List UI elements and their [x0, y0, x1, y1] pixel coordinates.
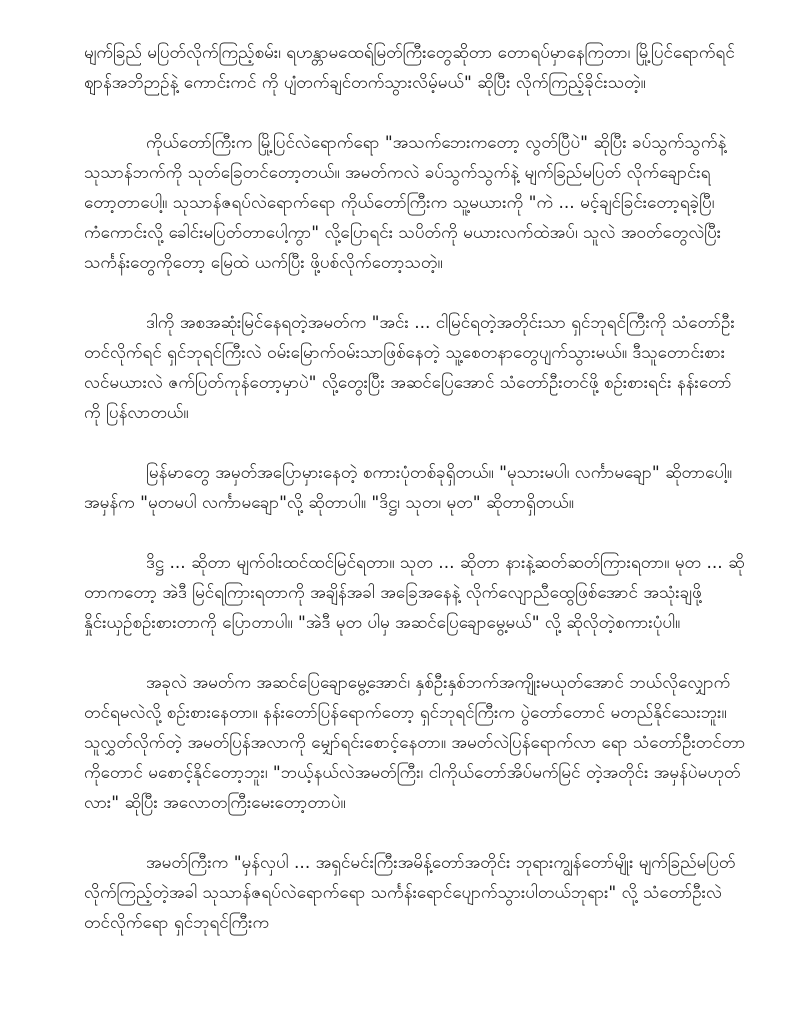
- paragraph-6: အခုလဲ အမတ်က အဆင်ပြေချောမွေ့အောင်၊ နှစ်ဦးနှစ်ဘက်အကျိုးမယုတ်အောင် ဘယ်လိုလျှောက်တင်ရမလဲလို့ စဉ်းစားနေတာ။ နန်းတော်ပြန်ရောက်တော့ ရှင်ဘုရင်ကြီးက ပွဲတော်တောင် မတည်နိုင်သေးဘူး။ သူလွှတ်လိုက်တဲ့ အမတ်ပြန်အလာကို မျှော်ရင်းစောင့်နေတာ။ အမတ်လဲပြန်ရောက်လာ ရော သံတော်ဦးတင်တာကိုတောင် မစောင့်နိုင်တော့ဘူး၊ "ဘယ့်နယ်လဲအမတ်ကြီး၊ ငါကိုယ်တော်အိပ်မက်မြင် တဲ့အတိုင်း အမှန်ပဲမဟုတ်လား" ဆိုပြီး အလောတကြီးမေးတော့တာပဲ။: [84, 673, 746, 813]
- paragraph-1: မျက်ခြည် မပြတ်လိုက်ကြည့်စမ်း၊ ရဟန္တာမထေရ်မြတ်ကြီးတွေဆိုတာ တောရပ်မှာနေကြတာ၊ မြို့ပြင်ရောက်ရင် ဈာန်အဘိဉာဉ်နဲ့ ကောင်းကင် ကို ပျံတက်ချင်တက်သွားလိမ့်မယ်" ဆိုပြီး လိုက်ကြည့်ခိုင်းသတဲ့။: [84, 43, 735, 93]
- paragraph-7: အမတ်ကြီးက "မှန်လှပါ ... အရှင်မင်းကြီးအမိန့်တော်အတိုင်း ဘုရားကျွန်တော်မျိုး မျက်ခြည်မပြတ် လိုက်ကြည့်တဲ့အခါ သုသာန်ဇရပ်လဲရောက်ရော သင်္ကန်းရောင်ပျောက်သွားပါတယ်ဘုရား" လို့ သံတော်ဦးလဲ တင်လိုက်ရော ရှင်ဘုရင်ကြီးက: [84, 853, 736, 933]
- paragraph-5: ဒိဋ္ဌ ... ဆိုတာ မျက်ဝါးထင်ထင်မြင်ရတာ။ သုတ ... ဆိုတာ နားနဲ့ဆတ်ဆတ်ကြားရတာ။ မုတ ... ဆိုတာကတော့ အဲဒီ မြင်ရကြားရတာကို အချိန်အခါ အခြေအနေနဲ့ လိုက်လျောညီထွေဖြစ်အောင် အသုံးချဖို့ နှိုင်းယှဉ်စဉ်းစားတာကို ပြောတာပါ။ "အဲဒီ မုတ ပါမှ အဆင်ပြေချောမွေ့မယ်" လို့ ဆိုလိုတဲ့စကားပုံပါ။: [84, 553, 745, 633]
- paragraph-2: ကိုယ်တော်ကြီးက မြို့ပြင်လဲရောက်ရော "အသက်ဘေးကတော့ လွတ်ပြီပဲ" ဆိုပြီး ခပ်သွက်သွက်နဲ့ သုသာန်ဘက်ကို သုတ်ခြေတင်တော့တယ်။ အမတ်ကလဲ ခပ်သွက်သွက်နဲ့ မျက်ခြည်မပြတ် လိုက်ချောင်းရ တော့တာပေါ့။ သုသာန်ဇရပ်လဲရောက်ရော ကိုယ်တော်ကြီးက သူ့မယားကို "ကဲ ... မင့်ချင်ခြင်းတော့ရခဲ့ပြီ၊ ကံကောင်းလို့ ခေါင်းမပြတ်တာပေါ့ကွာ" လို့ပြောရင်း သပိတ်ကို မယားလက်ထဲအပ်၊ သူလဲ အဝတ်တွေလဲပြီး သင်္ကန်းတွေကိုတော့ မြေထဲ ယက်ပြီး ဖို့ပစ်လိုက်တော့သတဲ့။: [84, 133, 727, 273]
- paragraph-4: မြန်မာတွေ အမှတ်အပြောမှားနေတဲ့ စကားပုံတစ်ခုရှိတယ်။ "မုသားမပါ၊ လင်္ကာမချော" ဆိုတာပေါ့။ အမှန်က "မုတမပါ လင်္ကာမချော"လို့ ဆိုတာပါ။ "ဒိဋ္ဌ၊ သုတ၊ မုတ" ဆိုတာရှိတယ်။: [84, 463, 733, 513]
- paragraph-3: ဒါကို အစအဆုံးမြင်နေရတဲ့အမတ်က "အင်း ... ငါမြင်ရတဲ့အတိုင်းသာ ရှင်ဘုရင်ကြီးကို သံတော်ဦး တင်လိုက်ရင် ရှင်ဘုရင်ကြီးလဲ ဝမ်းမြောက်ဝမ်းသာဖြစ်နေတဲ့ သူ့စေတနာတွေပျက်သွားမယ်။ ဒီသူတောင်းစား လင်မယားလဲ ဇက်ပြတ်ကုန်တော့မှာပဲ" လို့တွေးပြီး အဆင်ပြေအောင် သံတော်ဦးတင်ဖို့ စဉ်းစားရင်း နန်းတော်ကို ပြန်လာတယ်။: [84, 313, 735, 423]
